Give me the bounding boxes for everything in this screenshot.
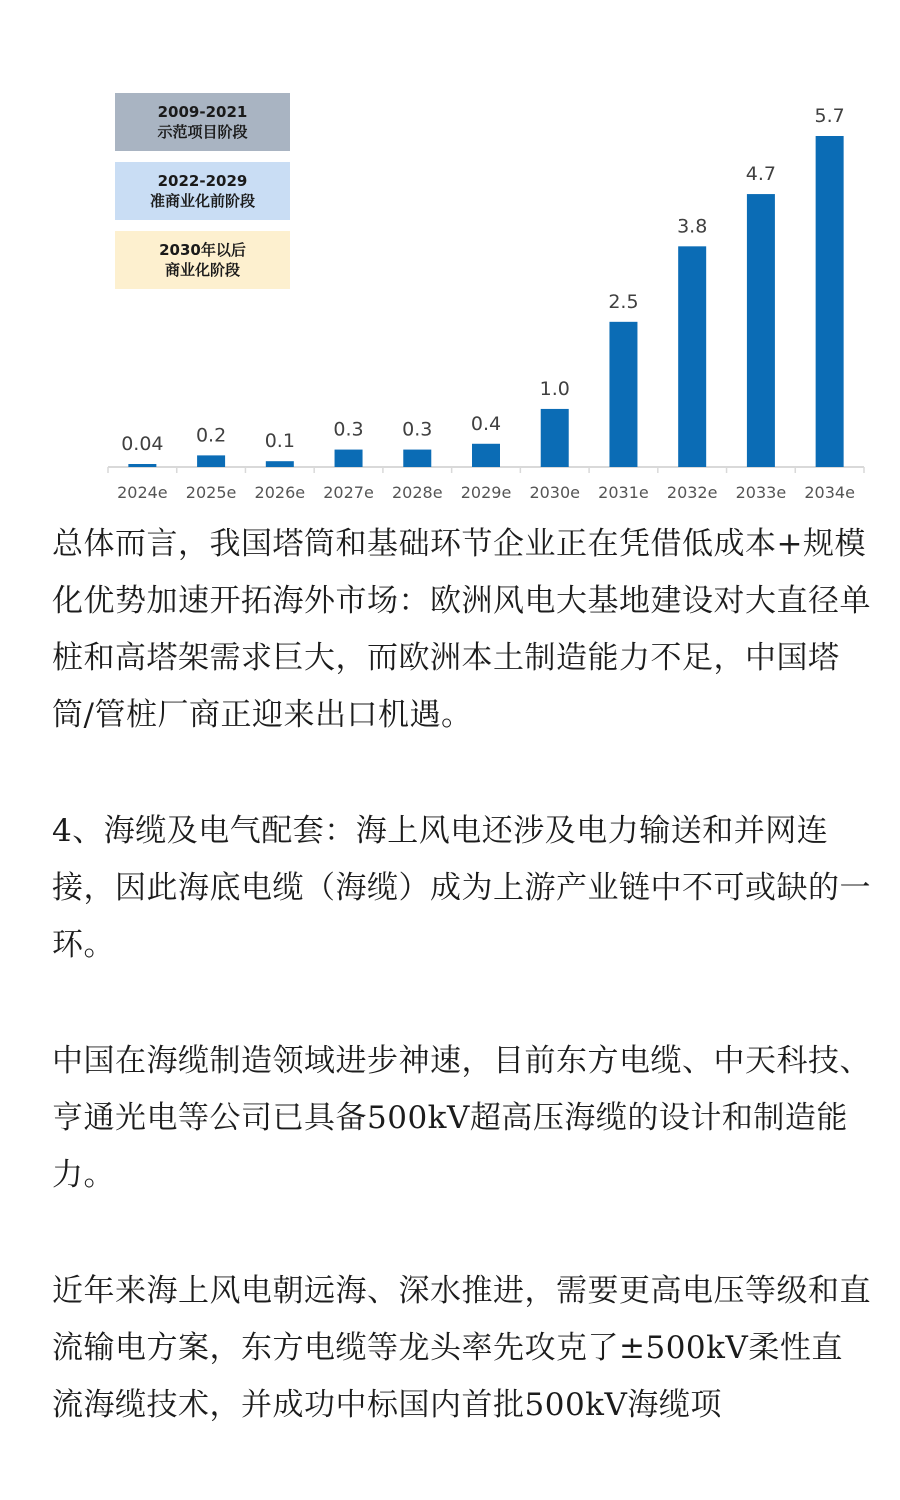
bar-chart	[0, 0, 900, 510]
bar-2030e	[541, 409, 569, 467]
paragraph-tower-export: 总体而言，我国塔筒和基础环节企业正在凭借低成本+规模化优势加速开拓海外市场：欧洲风电大基地建设对大直径单桩和高塔架需求巨大，而欧洲本土制造能力不足，中国塔筒/管桩厂商正迎来出口机遇。	[52, 526, 871, 733]
bar-2027e	[335, 450, 363, 467]
data-label-2027e: 0.3	[333, 418, 364, 441]
data-label-2034e: 5.7	[814, 105, 845, 127]
data-label-2028e: 0.3	[402, 418, 433, 441]
bar-2025e	[197, 455, 225, 467]
x-tick-label-2029e: 2029e	[460, 483, 512, 502]
article-body	[52, 516, 872, 1493]
data-label-2029e: 0.4	[470, 412, 502, 435]
bar-2029e	[472, 444, 500, 467]
x-tick-label-2024e: 2024e	[117, 483, 168, 502]
legend-precommercial-label: 准商业化前阶段	[149, 192, 255, 210]
x-tick-label-2034e: 2034e	[804, 483, 855, 502]
x-tick-label-2028e: 2028e	[391, 483, 443, 502]
paragraph-hvdc-cable: 近年来海上风电朝远海、深水推进，需要更高电压等级和直流输电方案，东方电缆等龙头率先攻克了±500kV柔性直流海缆技术，并成功中标国内首批500kV海缆项	[52, 1273, 871, 1423]
paragraph-subsea-cable-intro: 4、海缆及电气配套：海上风电还涉及电力输送和并网连接，因此海底电缆（海缆）成为上游产业链中不可或缺的一环。	[52, 813, 871, 963]
x-tick-label-2026e: 2026e	[254, 483, 306, 502]
legend-box-precommercial-phase	[115, 162, 290, 220]
paragraph-cable-manufacturing: 中国在海缆制造领域进步神速，目前东方电缆、中天科技、亨通光电等公司已具备500kV超高压海缆的设计和制造能力。	[52, 1043, 871, 1193]
legend-demo-years: 2009-2021	[157, 103, 248, 121]
data-label-2030e: 1.0	[539, 377, 570, 400]
bar-2033e	[747, 194, 775, 467]
legend-commercial-label: 商业化阶段	[164, 261, 240, 279]
bar-2028e	[403, 450, 431, 467]
bar-2026e	[266, 461, 294, 467]
legend-precommercial-years: 2022-2029	[157, 172, 248, 190]
bar-2034e	[816, 136, 844, 467]
x-tick-label-2030e: 2030e	[529, 483, 581, 502]
data-label-2025e: 0.2	[195, 424, 227, 447]
x-tick-label-2025e: 2025e	[185, 483, 237, 502]
bar-2032e	[678, 246, 706, 467]
data-label-2032e: 3.8	[677, 215, 708, 238]
x-tick-label-2033e: 2033e	[735, 483, 787, 502]
legend-commercial-years: 2030年以后	[159, 241, 246, 259]
data-label-2024e: 0.04	[121, 433, 164, 455]
data-label-2026e: 0.1	[264, 430, 295, 453]
legend-box-commercial-phase	[115, 231, 290, 289]
x-tick-label-2027e: 2027e	[323, 483, 374, 502]
x-tick-label-2031e: 2031e	[598, 483, 649, 502]
legend-box-demo-phase	[115, 93, 290, 151]
data-label-2033e: 4.7	[745, 163, 777, 186]
data-label-2031e: 2.5	[608, 290, 639, 313]
bar-2031e	[609, 322, 637, 467]
legend-demo-label: 示范项目阶段	[157, 123, 248, 141]
bar-2024e	[128, 464, 156, 467]
x-tick-label-2032e: 2032e	[666, 483, 718, 502]
